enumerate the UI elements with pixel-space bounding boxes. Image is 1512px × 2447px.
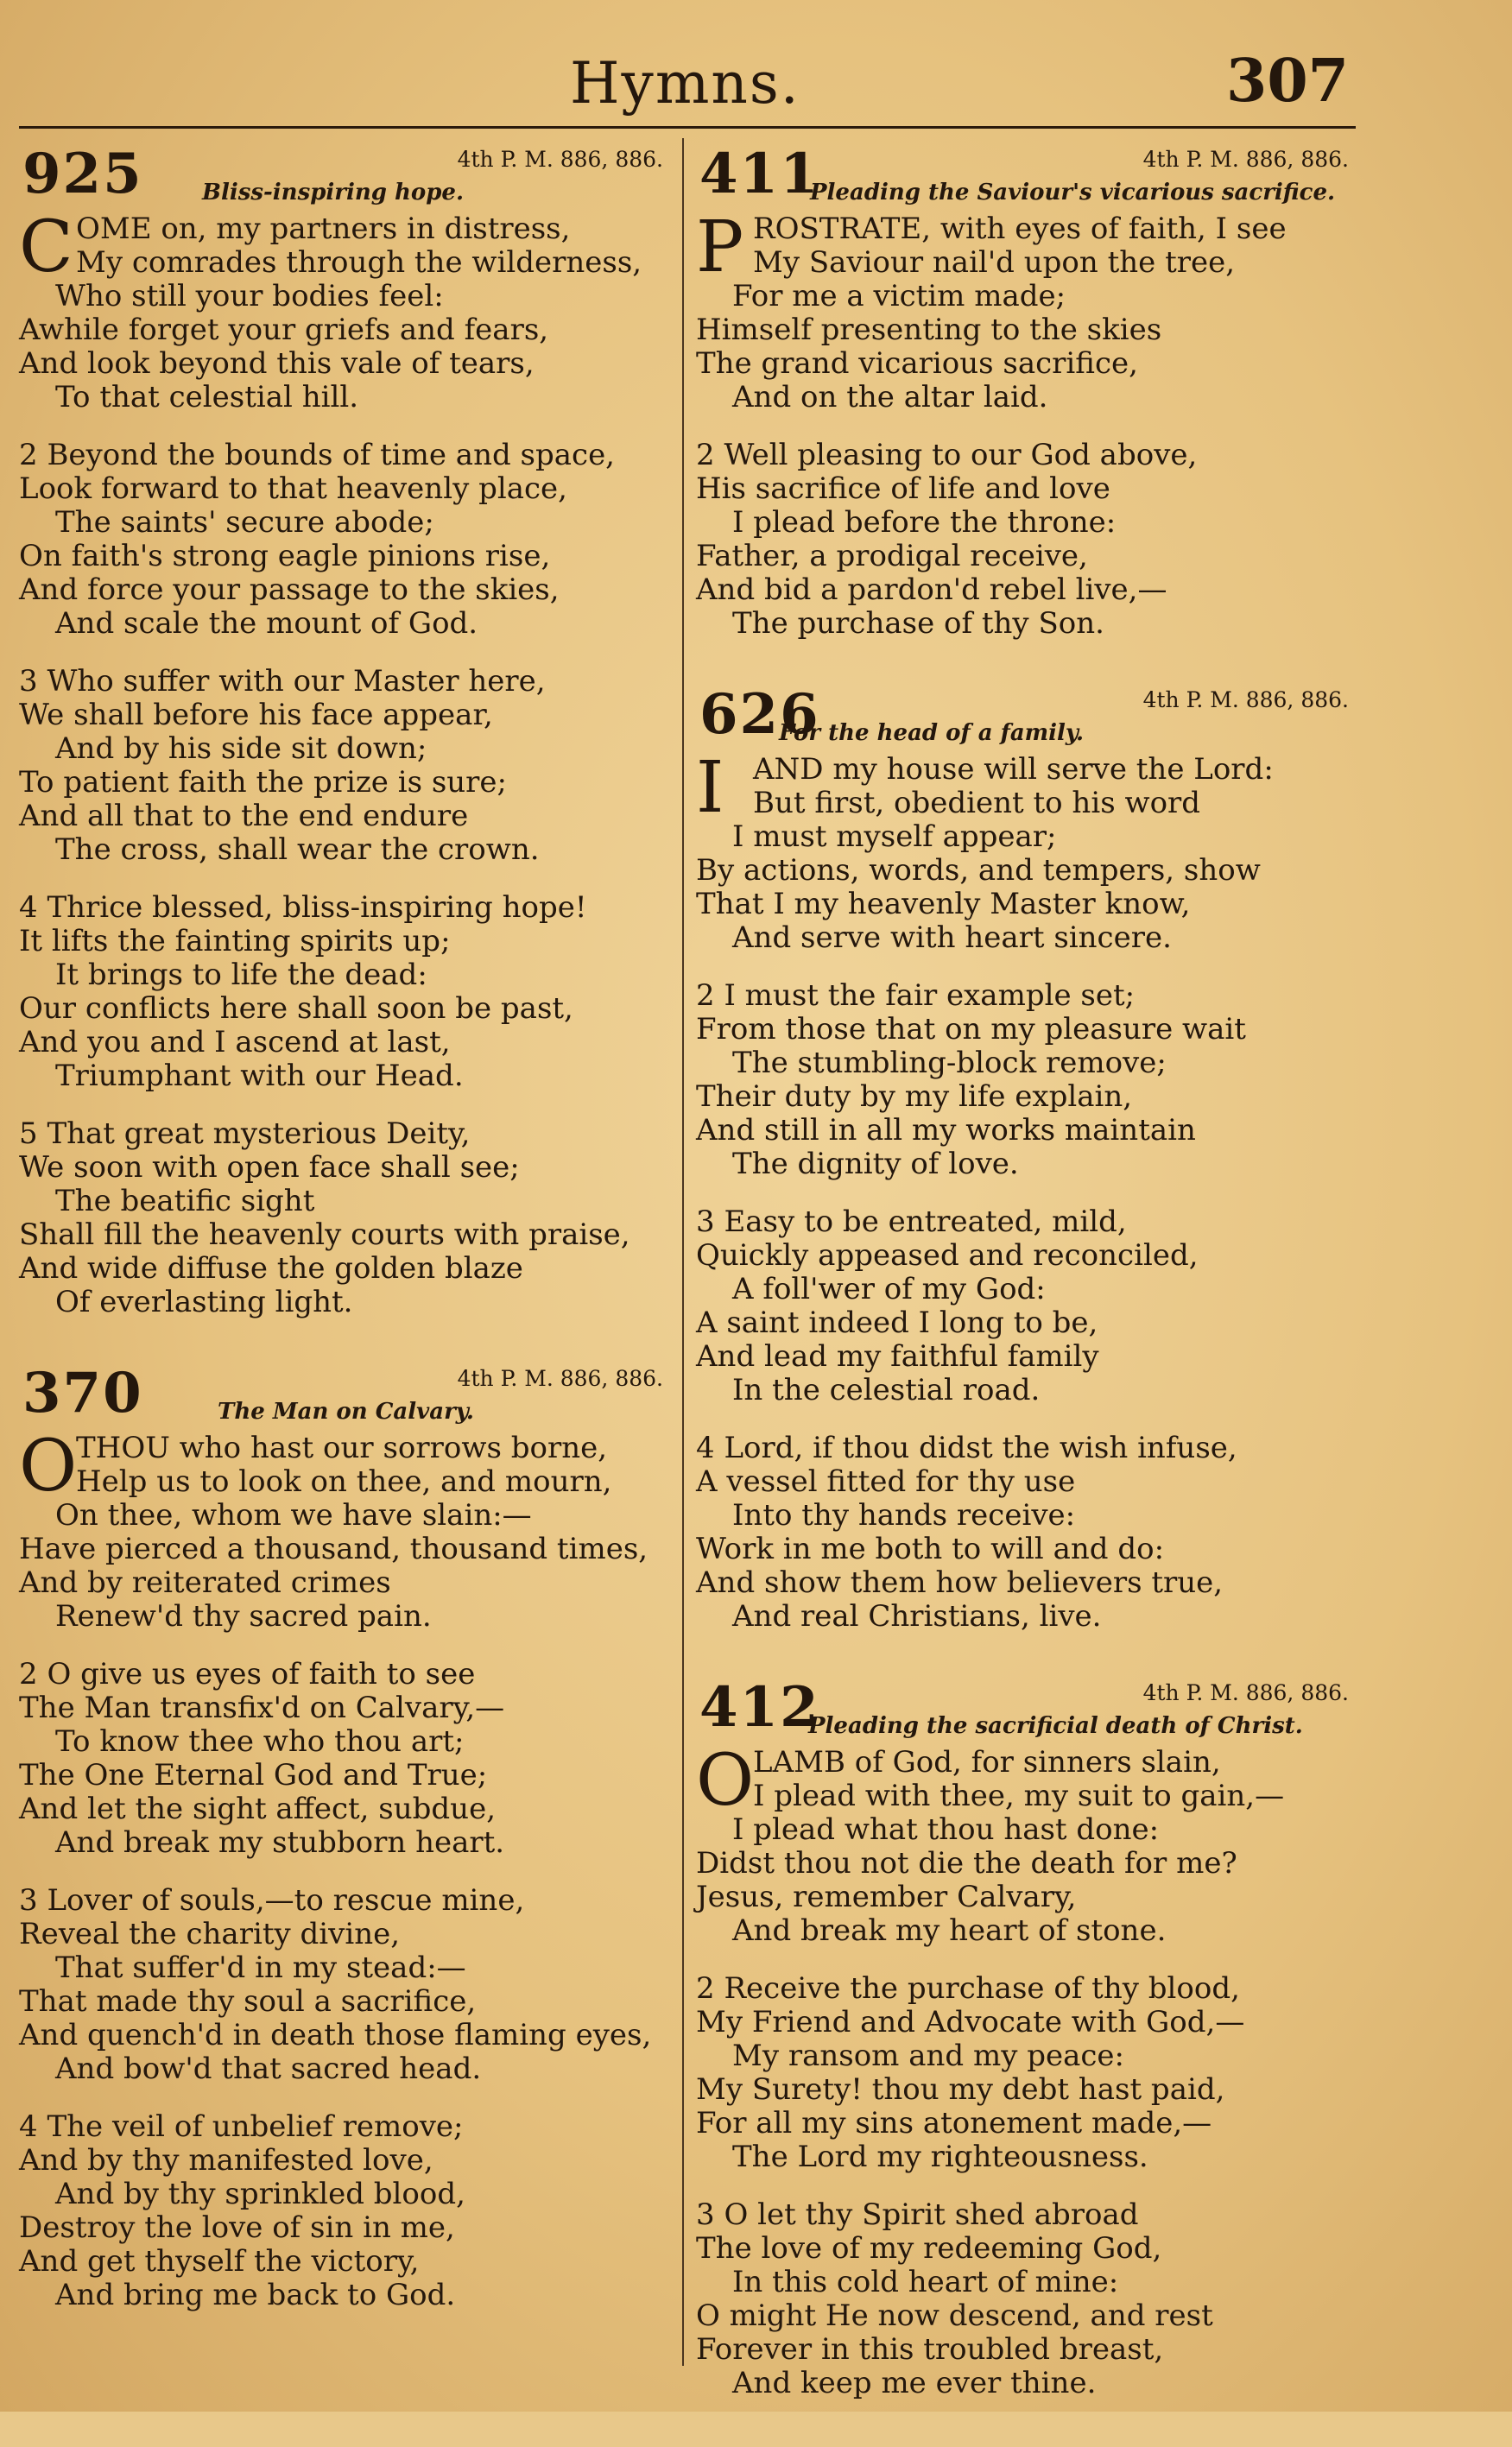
verse-line: Father, a prodigal receive, bbox=[696, 539, 1088, 573]
verse-line: LAMB of God, for sinners slain, bbox=[753, 1745, 1221, 1780]
verse-line: A vessel fitted for thy use bbox=[696, 1464, 1076, 1499]
hymn-heading bbox=[19, 1361, 675, 1432]
verse-line: Didst thou not die the death for me? bbox=[696, 1846, 1237, 1881]
verse-line: And scale the mount of God. bbox=[55, 606, 478, 641]
verse-line: And bow'd that sacred head. bbox=[55, 2052, 482, 2086]
left-column bbox=[19, 142, 675, 2359]
verse-line: Look forward to that heavenly place, bbox=[19, 471, 567, 506]
verse-line: In the celestial road. bbox=[732, 1373, 1041, 1407]
verse-line: And all that to the end endure bbox=[19, 799, 469, 833]
verse-line: 5 That great mysterious Deity, bbox=[19, 1116, 471, 1151]
hymn-title: Pleading the Saviour's vicarious sacrifice. bbox=[810, 180, 1336, 205]
verse-line: Their duty by my life explain, bbox=[696, 1079, 1133, 1114]
stanza bbox=[696, 1432, 1361, 1634]
verse-line: Work in me both to will and do: bbox=[696, 1532, 1165, 1566]
drop-cap: P bbox=[696, 206, 744, 288]
verse-line: For me a victim made; bbox=[732, 279, 1066, 313]
hymn-number: 370 bbox=[22, 1361, 143, 1426]
verse-line: Awhile forget your griefs and fears, bbox=[19, 313, 549, 347]
hymn-number: 626 bbox=[699, 682, 820, 747]
verse-line: The saints' secure abode; bbox=[55, 505, 434, 540]
stanza bbox=[696, 1740, 1361, 1948]
verse-line: 3 O let thy Spirit shed abroad bbox=[696, 2197, 1139, 2232]
stanza bbox=[19, 891, 675, 1093]
verse-line: The dignity of love. bbox=[732, 1147, 1019, 1181]
page-header bbox=[0, 41, 1512, 119]
verse-line: To that celestial hill. bbox=[55, 380, 359, 414]
verse-line: Jesus, remember Calvary, bbox=[696, 1880, 1077, 1914]
stanza bbox=[696, 439, 1361, 641]
verse-line: Destroy the love of sin in me, bbox=[19, 2210, 455, 2245]
hymn-heading bbox=[696, 142, 1361, 212]
verse-line: And by thy manifested love, bbox=[19, 2143, 433, 2178]
verse-line: It brings to life the dead: bbox=[55, 958, 427, 992]
verse-line: 2 Beyond the bounds of time and space, bbox=[19, 438, 615, 472]
verse-line: Himself presenting to the skies bbox=[696, 313, 1162, 347]
verse-line: The grand vicarious sacrifice, bbox=[696, 346, 1138, 381]
verse-line: 3 Lover of souls,—to rescue mine, bbox=[19, 1883, 525, 1918]
stanza bbox=[696, 1972, 1361, 2174]
hymn bbox=[19, 1361, 675, 2312]
drop-cap: O bbox=[696, 1740, 755, 1822]
verse-line: Of everlasting light. bbox=[55, 1285, 353, 1319]
verse-line: My Saviour nail'd upon the tree, bbox=[753, 245, 1236, 280]
stanza bbox=[19, 1884, 675, 2086]
verse-line: And by reiterated crimes bbox=[19, 1565, 391, 1600]
verse-line: Renew'd thy sacred pain. bbox=[55, 1599, 432, 1634]
verse-line: Shall fill the heavenly courts with praise, bbox=[19, 1217, 630, 1252]
verse-line: Forever in this troubled breast, bbox=[696, 2332, 1164, 2367]
verse-line: AND my house will serve the Lord: bbox=[753, 752, 1274, 787]
verse-line: I plead before the throne: bbox=[732, 505, 1117, 540]
stanza bbox=[696, 1205, 1361, 1407]
verse-line: But first, obedient to his word bbox=[753, 786, 1201, 820]
verse-line: And keep me ever thine. bbox=[732, 2366, 1097, 2400]
hymn-meter: 4th P. M. 886, 886. bbox=[1142, 147, 1349, 172]
verse-line: ROSTRATE, with eyes of faith, I see bbox=[753, 212, 1287, 246]
verse-line: And look beyond this vale of tears, bbox=[19, 346, 535, 381]
right-column bbox=[696, 142, 1361, 2447]
verse-line: A saint indeed I long to be, bbox=[696, 1306, 1098, 1340]
hymn-title: Bliss-inspiring hope. bbox=[202, 180, 464, 205]
verse-line: 4 The veil of unbelief remove; bbox=[19, 2109, 464, 2144]
verse-line: And by his side sit down; bbox=[55, 731, 427, 766]
hymn-meter: 4th P. M. 886, 886. bbox=[457, 1366, 663, 1391]
verse-line: My Surety! thou my debt hast paid, bbox=[696, 2072, 1225, 2107]
hymn-number: 412 bbox=[699, 1675, 820, 1740]
hymn bbox=[696, 142, 1361, 641]
header-rule bbox=[19, 126, 1356, 129]
verse-line: And serve with heart sincere. bbox=[732, 920, 1172, 955]
verse-line: And break my heart of stone. bbox=[732, 1913, 1167, 1948]
page-title: Hymns. bbox=[570, 50, 800, 117]
verse-line: That made thy soul a sacrifice, bbox=[19, 1984, 477, 2019]
verse-line: The beatific sight bbox=[55, 1184, 315, 1218]
verse-line: And by thy sprinkled blood, bbox=[55, 2177, 465, 2211]
stanza bbox=[696, 979, 1361, 1181]
hymn-heading bbox=[696, 682, 1361, 753]
stanza bbox=[696, 206, 1361, 414]
verse-line: And still in all my works maintain bbox=[696, 1113, 1196, 1148]
verse-line: And on the altar laid. bbox=[732, 380, 1048, 414]
hymn bbox=[19, 142, 675, 1319]
hymn-meter: 4th P. M. 886, 886. bbox=[1142, 1680, 1349, 1705]
stanza bbox=[19, 1426, 675, 1634]
verse-line: Into thy hands receive: bbox=[732, 1498, 1076, 1533]
verse-line: OME on, my partners in distress, bbox=[76, 212, 571, 246]
verse-line: The love of my redeeming God, bbox=[696, 2231, 1162, 2266]
verse-line: And lead my faithful family bbox=[696, 1339, 1099, 1374]
stanza bbox=[696, 747, 1361, 955]
verse-line: 4 Thrice blessed, bliss-inspiring hope! bbox=[19, 890, 587, 925]
hymn bbox=[696, 1675, 1361, 2400]
hymn-number: 925 bbox=[22, 142, 143, 206]
verse-line: 4 Lord, if thou didst the wish infuse, bbox=[696, 1431, 1237, 1465]
verse-line: I plead with thee, my suit to gain,— bbox=[753, 1779, 1285, 1813]
hymn-meter: 4th P. M. 886, 886. bbox=[1142, 687, 1349, 712]
verse-line: And wide diffuse the golden blaze bbox=[19, 1251, 523, 1286]
verse-line: Triumphant with our Head. bbox=[55, 1059, 464, 1093]
verse-line: And break my stubborn heart. bbox=[55, 1825, 505, 1860]
verse-line: On faith's strong eagle pinions rise, bbox=[19, 539, 551, 573]
hymn-title: Pleading the sacrificial death of Christ. bbox=[808, 1713, 1303, 1739]
verse-line: And let the sight affect, subdue, bbox=[19, 1792, 497, 1826]
verse-line: I plead what thou hast done: bbox=[732, 1812, 1160, 1847]
verse-line: By actions, words, and tempers, show bbox=[696, 853, 1261, 888]
verse-line: To know thee who thou art; bbox=[55, 1724, 465, 1759]
stanza bbox=[19, 1658, 675, 1860]
verse-line: The Man transfix'd on Calvary,— bbox=[19, 1691, 505, 1725]
verse-line: To patient faith the prize is sure; bbox=[19, 765, 508, 800]
stanza bbox=[19, 665, 675, 867]
verse-line: I must myself appear; bbox=[732, 819, 1057, 854]
verse-line: My comrades through the wilderness, bbox=[76, 245, 642, 280]
verse-line: And bring me back to God. bbox=[55, 2278, 456, 2312]
verse-line: We shall before his face appear, bbox=[19, 698, 493, 732]
verse-line: Help us to look on thee, and mourn, bbox=[76, 1464, 612, 1499]
verse-line: My ransom and my peace: bbox=[732, 2039, 1124, 2073]
verse-line: And real Christians, live. bbox=[732, 1599, 1102, 1634]
hymn-number: 411 bbox=[699, 142, 820, 206]
hymn-title: The Man on Calvary. bbox=[218, 1399, 474, 1425]
column-divider bbox=[682, 138, 684, 2366]
verse-line: 3 Easy to be entreated, mild, bbox=[696, 1205, 1127, 1239]
stanza bbox=[19, 439, 675, 641]
stanza bbox=[19, 206, 675, 414]
hymn-heading bbox=[19, 142, 675, 212]
verse-line: And force your passage to the skies, bbox=[19, 572, 560, 607]
verse-line: Have pierced a thousand, thousand times, bbox=[19, 1532, 648, 1566]
verse-line: On thee, whom we have slain:— bbox=[55, 1498, 532, 1533]
verse-line: We soon with open face shall see; bbox=[19, 1150, 520, 1185]
verse-line: 2 Receive the purchase of thy blood, bbox=[696, 1971, 1240, 2006]
verse-line: It lifts the fainting spirits up; bbox=[19, 924, 451, 958]
hymn bbox=[696, 682, 1361, 1634]
verse-line: For all my sins atonement made,— bbox=[696, 2106, 1212, 2140]
verse-line: And bid a pardon'd rebel live,— bbox=[696, 572, 1167, 607]
verse-line: From those that on my pleasure wait bbox=[696, 1012, 1246, 1046]
verse-line: That suffer'd in my stead:— bbox=[55, 1951, 466, 1985]
verse-line: In this cold heart of mine: bbox=[732, 2265, 1119, 2299]
verse-line: And show them how believers true, bbox=[696, 1565, 1224, 1600]
verse-line: 3 Who suffer with our Master here, bbox=[19, 664, 546, 699]
verse-line: That I my heavenly Master know, bbox=[696, 887, 1191, 921]
verse-line: A foll'wer of my God: bbox=[732, 1272, 1046, 1306]
stanza bbox=[696, 2198, 1361, 2400]
verse-line: Reveal the charity divine, bbox=[19, 1917, 401, 1951]
verse-line: And you and I ascend at last, bbox=[19, 1025, 451, 1059]
verse-line: 2 O give us eyes of faith to see bbox=[19, 1657, 476, 1691]
drop-cap: C bbox=[19, 206, 73, 288]
drop-cap: I bbox=[696, 747, 724, 829]
page-number: 307 bbox=[1226, 47, 1349, 116]
hymn-title: For the head of a family. bbox=[779, 720, 1085, 746]
verse-line: His sacrifice of life and love bbox=[696, 471, 1110, 506]
verse-line: THOU who hast our sorrows borne, bbox=[76, 1431, 608, 1465]
verse-line: And quench'd in death those flaming eyes, bbox=[19, 2018, 652, 2052]
verse-line: 2 I must the fair example set; bbox=[696, 978, 1136, 1013]
verse-line: Who still your bodies feel: bbox=[55, 279, 444, 313]
verse-line: The stumbling-block remove; bbox=[732, 1046, 1167, 1080]
verse-line: My Friend and Advocate with God,— bbox=[696, 2005, 1245, 2039]
verse-line: O might He now descend, and rest bbox=[696, 2298, 1213, 2333]
verse-line: The purchase of thy Son. bbox=[732, 606, 1104, 641]
drop-cap: O bbox=[19, 1426, 78, 1508]
verse-line: Our conflicts here shall soon be past, bbox=[19, 991, 573, 1026]
verse-line: The One Eternal God and True; bbox=[19, 1758, 488, 1793]
verse-line: 2 Well pleasing to our God above, bbox=[696, 438, 1198, 472]
verse-line: The Lord my righteousness. bbox=[732, 2140, 1148, 2174]
verse-line: And get thyself the victory, bbox=[19, 2244, 420, 2279]
verse-line: The cross, shall wear the crown. bbox=[55, 832, 540, 867]
verse-line: Quickly appeased and reconciled, bbox=[696, 1238, 1199, 1273]
hymn-meter: 4th P. M. 886, 886. bbox=[457, 147, 663, 172]
hymn-heading bbox=[696, 1675, 1361, 1746]
stanza bbox=[19, 2110, 675, 2312]
stanza bbox=[19, 1117, 675, 1319]
